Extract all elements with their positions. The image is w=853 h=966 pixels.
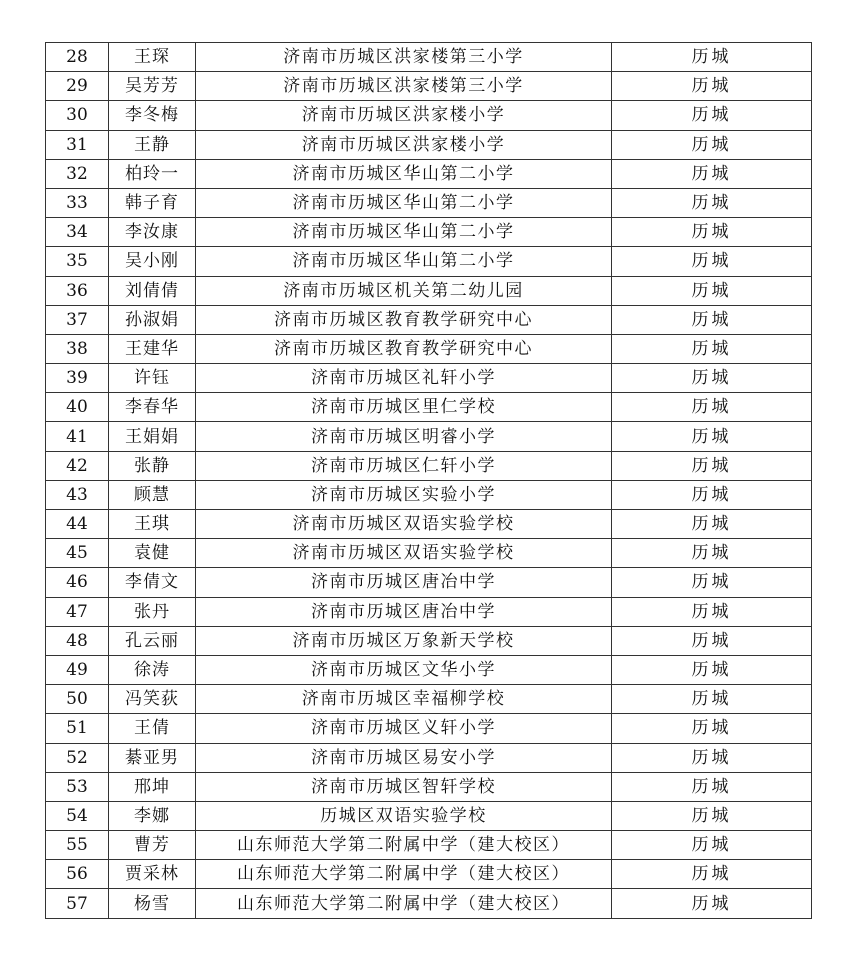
row-number-cell: 42: [46, 451, 109, 480]
row-number-cell: 29: [46, 72, 109, 101]
person-name-cell: 王建华: [109, 334, 196, 363]
school-name-cell: 济南市历城区洪家楼小学: [196, 101, 612, 130]
school-name-cell: 济南市历城区明睿小学: [196, 422, 612, 451]
table-row: [46, 597, 812, 626]
person-name-cell: 李冬梅: [109, 101, 196, 130]
person-name-cell: 王娟娟: [109, 422, 196, 451]
table-row: [46, 568, 812, 597]
person-name-cell: 王倩: [109, 714, 196, 743]
district-cell: 历城: [612, 801, 812, 830]
table-row: [46, 364, 812, 393]
table-row: [46, 655, 812, 684]
school-name-cell: 济南市历城区华山第二小学: [196, 188, 612, 217]
district-cell: 历城: [612, 539, 812, 568]
table-row: [46, 860, 812, 889]
district-cell: 历城: [612, 655, 812, 684]
row-number-cell: 53: [46, 772, 109, 801]
person-name-cell: 张丹: [109, 597, 196, 626]
district-cell: 历城: [612, 568, 812, 597]
row-number-cell: 43: [46, 480, 109, 509]
table-row: [46, 801, 812, 830]
table-row: [46, 685, 812, 714]
person-name-cell: 袁健: [109, 539, 196, 568]
row-number-cell: 40: [46, 393, 109, 422]
row-number-cell: 28: [46, 43, 109, 72]
district-cell: 历城: [612, 889, 812, 918]
school-name-cell: 济南市历城区义轩小学: [196, 714, 612, 743]
row-number-cell: 50: [46, 685, 109, 714]
school-name-cell: 济南市历城区幸福柳学校: [196, 685, 612, 714]
table-row: [46, 480, 812, 509]
person-name-cell: 王静: [109, 130, 196, 159]
table-row: [46, 334, 812, 363]
school-name-cell: 济南市历城区双语实验学校: [196, 510, 612, 539]
table-row: [46, 247, 812, 276]
row-number-cell: 41: [46, 422, 109, 451]
roster-table: [45, 42, 812, 919]
district-cell: 历城: [612, 159, 812, 188]
district-cell: 历城: [612, 130, 812, 159]
row-number-cell: 35: [46, 247, 109, 276]
person-name-cell: 吴芳芳: [109, 72, 196, 101]
school-name-cell: 山东师范大学第二附属中学（建大校区）: [196, 889, 612, 918]
district-cell: 历城: [612, 480, 812, 509]
table-row: [46, 451, 812, 480]
row-number-cell: 33: [46, 188, 109, 217]
person-name-cell: 冯笑荻: [109, 685, 196, 714]
table-row: [46, 393, 812, 422]
district-cell: 历城: [612, 451, 812, 480]
school-name-cell: 山东师范大学第二附属中学（建大校区）: [196, 860, 612, 889]
table-row: [46, 539, 812, 568]
row-number-cell: 56: [46, 860, 109, 889]
table-row: [46, 714, 812, 743]
row-number-cell: 46: [46, 568, 109, 597]
school-name-cell: 济南市历城区易安小学: [196, 743, 612, 772]
district-cell: 历城: [612, 685, 812, 714]
district-cell: 历城: [612, 772, 812, 801]
table-row: [46, 626, 812, 655]
person-name-cell: 綦亚男: [109, 743, 196, 772]
school-name-cell: 济南市历城区华山第二小学: [196, 247, 612, 276]
table-row: [46, 130, 812, 159]
row-number-cell: 44: [46, 510, 109, 539]
person-name-cell: 李娜: [109, 801, 196, 830]
school-name-cell: 济南市历城区仁轩小学: [196, 451, 612, 480]
person-name-cell: 李汝康: [109, 218, 196, 247]
district-cell: 历城: [612, 247, 812, 276]
school-name-cell: 济南市历城区实验小学: [196, 480, 612, 509]
district-cell: 历城: [612, 101, 812, 130]
district-cell: 历城: [612, 714, 812, 743]
row-number-cell: 39: [46, 364, 109, 393]
row-number-cell: 38: [46, 334, 109, 363]
district-cell: 历城: [612, 422, 812, 451]
table-row: [46, 743, 812, 772]
district-cell: 历城: [612, 626, 812, 655]
person-name-cell: 柏玲一: [109, 159, 196, 188]
table-row: [46, 305, 812, 334]
school-name-cell: 济南市历城区里仁学校: [196, 393, 612, 422]
row-number-cell: 57: [46, 889, 109, 918]
school-name-cell: 济南市历城区万象新天学校: [196, 626, 612, 655]
person-name-cell: 顾慧: [109, 480, 196, 509]
person-name-cell: 李春华: [109, 393, 196, 422]
person-name-cell: 张静: [109, 451, 196, 480]
person-name-cell: 贾采林: [109, 860, 196, 889]
table-row: [46, 159, 812, 188]
row-number-cell: 49: [46, 655, 109, 684]
district-cell: 历城: [612, 743, 812, 772]
table-row: [46, 43, 812, 72]
table-row: [46, 72, 812, 101]
row-number-cell: 45: [46, 539, 109, 568]
school-name-cell: 济南市历城区洪家楼小学: [196, 130, 612, 159]
row-number-cell: 55: [46, 831, 109, 860]
row-number-cell: 30: [46, 101, 109, 130]
district-cell: 历城: [612, 305, 812, 334]
school-name-cell: 济南市历城区唐冶中学: [196, 568, 612, 597]
person-name-cell: 王琪: [109, 510, 196, 539]
school-name-cell: 济南市历城区洪家楼第三小学: [196, 72, 612, 101]
table-row: [46, 218, 812, 247]
table-row: [46, 510, 812, 539]
school-name-cell: 山东师范大学第二附属中学（建大校区）: [196, 831, 612, 860]
person-name-cell: 吴小刚: [109, 247, 196, 276]
school-name-cell: 济南市历城区华山第二小学: [196, 159, 612, 188]
document-page: [45, 42, 807, 919]
person-name-cell: 孔云丽: [109, 626, 196, 655]
roster-table-body: [46, 43, 812, 919]
district-cell: 历城: [612, 831, 812, 860]
row-number-cell: 51: [46, 714, 109, 743]
table-row: [46, 276, 812, 305]
district-cell: 历城: [612, 364, 812, 393]
person-name-cell: 徐涛: [109, 655, 196, 684]
person-name-cell: 杨雪: [109, 889, 196, 918]
school-name-cell: 济南市历城区机关第二幼儿园: [196, 276, 612, 305]
district-cell: 历城: [612, 218, 812, 247]
row-number-cell: 47: [46, 597, 109, 626]
school-name-cell: 济南市历城区华山第二小学: [196, 218, 612, 247]
district-cell: 历城: [612, 860, 812, 889]
district-cell: 历城: [612, 393, 812, 422]
person-name-cell: 曹芳: [109, 831, 196, 860]
table-row: [46, 188, 812, 217]
person-name-cell: 许钰: [109, 364, 196, 393]
row-number-cell: 32: [46, 159, 109, 188]
school-name-cell: 济南市历城区智轩学校: [196, 772, 612, 801]
person-name-cell: 李倩文: [109, 568, 196, 597]
district-cell: 历城: [612, 72, 812, 101]
district-cell: 历城: [612, 43, 812, 72]
row-number-cell: 37: [46, 305, 109, 334]
table-row: [46, 422, 812, 451]
person-name-cell: 孙淑娟: [109, 305, 196, 334]
district-cell: 历城: [612, 597, 812, 626]
table-row: [46, 772, 812, 801]
table-row: [46, 101, 812, 130]
school-name-cell: 济南市历城区双语实验学校: [196, 539, 612, 568]
row-number-cell: 36: [46, 276, 109, 305]
district-cell: 历城: [612, 276, 812, 305]
district-cell: 历城: [612, 188, 812, 217]
district-cell: 历城: [612, 334, 812, 363]
school-name-cell: 济南市历城区教育教学研究中心: [196, 305, 612, 334]
person-name-cell: 王琛: [109, 43, 196, 72]
district-cell: 历城: [612, 510, 812, 539]
row-number-cell: 48: [46, 626, 109, 655]
row-number-cell: 52: [46, 743, 109, 772]
school-name-cell: 济南市历城区教育教学研究中心: [196, 334, 612, 363]
school-name-cell: 济南市历城区洪家楼第三小学: [196, 43, 612, 72]
school-name-cell: 济南市历城区唐冶中学: [196, 597, 612, 626]
table-row: [46, 889, 812, 918]
school-name-cell: 济南市历城区礼轩小学: [196, 364, 612, 393]
person-name-cell: 韩子育: [109, 188, 196, 217]
row-number-cell: 34: [46, 218, 109, 247]
row-number-cell: 54: [46, 801, 109, 830]
row-number-cell: 31: [46, 130, 109, 159]
school-name-cell: 历城区双语实验学校: [196, 801, 612, 830]
table-row: [46, 831, 812, 860]
school-name-cell: 济南市历城区文华小学: [196, 655, 612, 684]
person-name-cell: 邢坤: [109, 772, 196, 801]
person-name-cell: 刘倩倩: [109, 276, 196, 305]
